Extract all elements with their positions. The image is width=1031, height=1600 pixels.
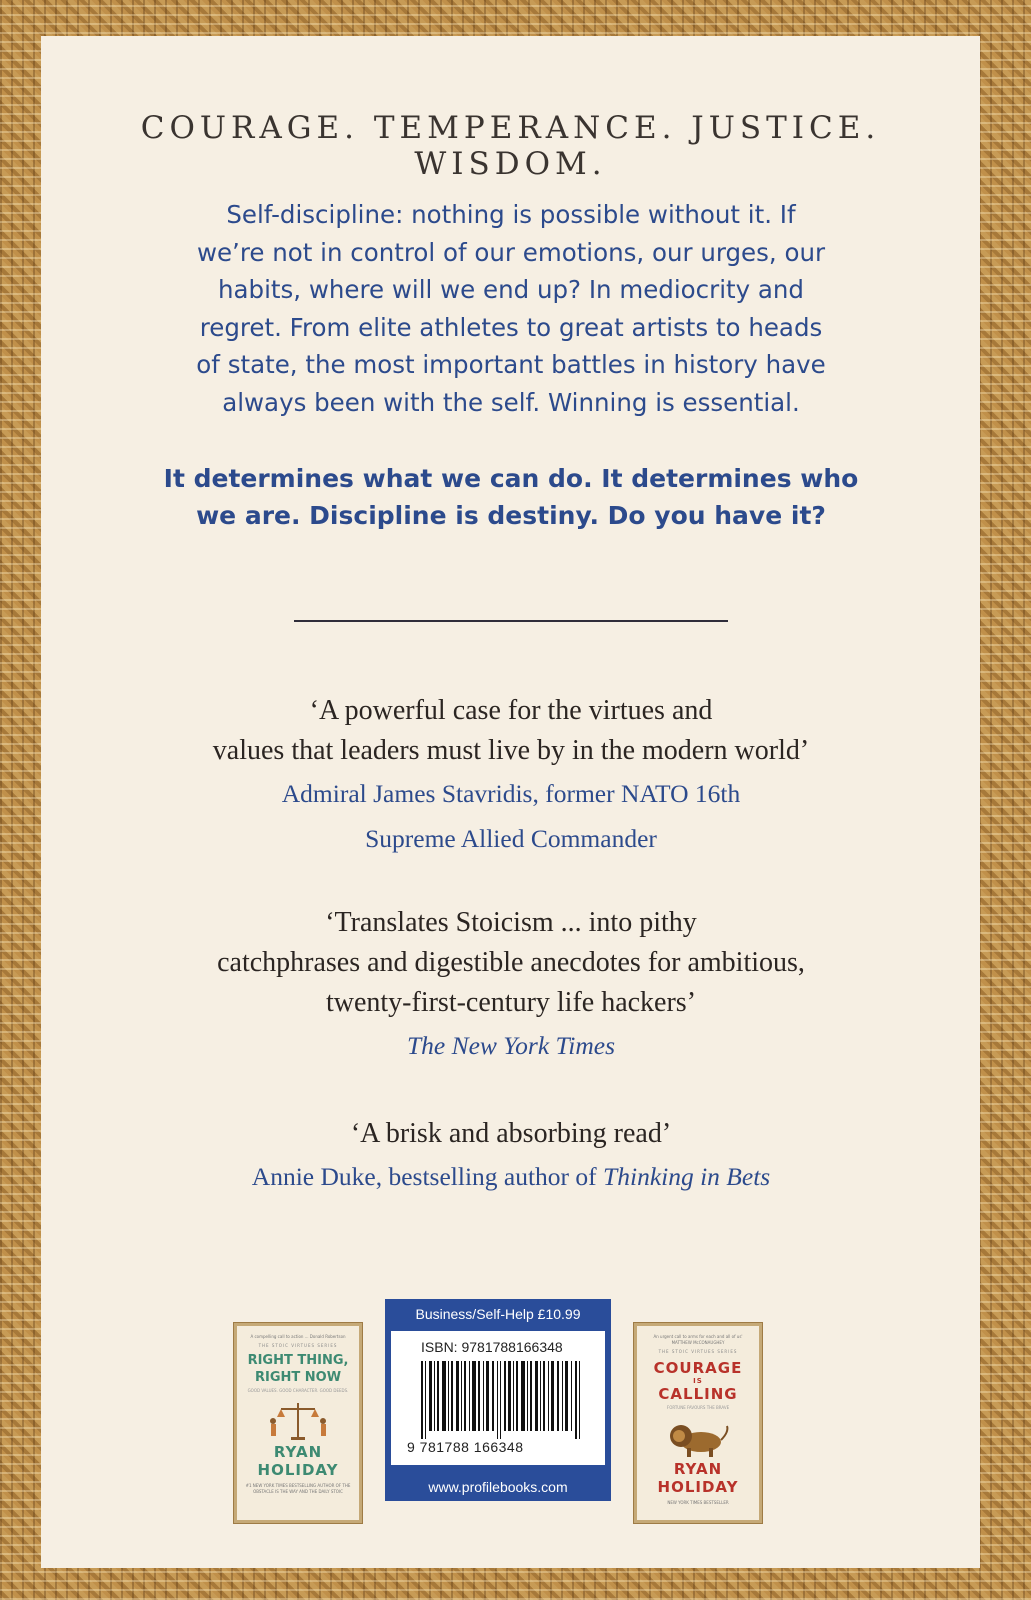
book-title-line: RIGHT THING, [247,1353,349,1368]
book-title-line: COURAGE [653,1359,743,1377]
book-cover-right-thing-right-now [234,1323,362,1523]
barcode-icon [421,1361,581,1439]
book-title [237,1352,359,1386]
book-author-line: RYAN [273,1443,323,1461]
book-series: THE STOIC VIRTUES SERIES [658,1349,738,1354]
barcode-digits: 9 781788 166348 [407,1439,524,1455]
lion-icon [663,1416,733,1460]
virtues-heading: COURAGE. TEMPERANCE. JUSTICE. WISDOM. [140,110,881,182]
blurb-line: always been with the self. Winning is essential. [222,387,800,417]
book-subtitle: GOOD VALUES. GOOD CHARACTER. GOOD DEEDS. [247,1388,349,1393]
book-author-line: HOLIDAY [257,1461,339,1479]
blurb-line: we’re not in control of our emotions, our urges, our [196,237,826,267]
book-title-line: RIGHT NOW [254,1370,342,1385]
quote-source: Admiral James Stavridis, former NATO 16th [281,779,741,808]
blurb-paragraph-1 [131,196,891,421]
blurb-line: we are. Discipline is destiny. Do you have it? [196,501,826,530]
blurb-line: It determines what we can do. It determines who [163,464,859,493]
book-author-line: RYAN [673,1460,723,1478]
back-cover-panel [41,36,980,1568]
blurb-line: Self-discipline: nothing is possible without it. If [226,200,796,229]
scales-figures-icon [263,1399,333,1443]
quote-source-italic: The New York Times [406,1031,616,1060]
blurb-paragraph-2 [131,460,891,534]
category-price: Business/Self-Help £10.99 [415,1306,581,1322]
quote-line: ‘Translates Stoicism ... into pithy [325,907,697,938]
blurb-line: of state, the most important battles in history have [196,350,826,379]
review-quote-1 [101,691,921,861]
isbn-label: ISBN: 9781788166348 [421,1339,563,1355]
book-tagline: A compelling call to action ... Donald Robertson [250,1334,346,1339]
quote-source [101,1023,921,1068]
book-title [637,1360,759,1403]
book-cover-courage-is-calling [634,1323,762,1523]
book-title-line: CALLING [658,1385,738,1403]
book-author-line: HOLIDAY [657,1478,739,1496]
review-quote-3 [101,1114,921,1199]
book-footer: NEW YORK TIMES BESTSELLER [667,1500,729,1505]
book-subtitle: FORTUNE FAVOURS THE BRAVE [666,1405,730,1410]
quote-source: Supreme Allied Commander [365,824,657,853]
book-tagline: An urgent call to arms for each and all of us' MATTHEW McCONAUGHEY [653,1334,743,1345]
quote-line: catchphrases and digestible anecdotes for ambitious, [217,947,805,978]
quote-source-prefix: Annie Duke, bestselling author of [251,1162,604,1191]
publisher-url[interactable]: www.profilebooks.com [428,1479,568,1495]
book-footer: #1 NEW YORK TIMES BESTSELLING AUTHOR OF THE OBSTACLE IS THE WAY AND THE DAILY STOIC [245,1483,351,1494]
quote-line: values that leaders must live by in the modern world’ [212,735,810,766]
book-author [637,1460,759,1496]
book-author [237,1443,359,1479]
blurb-line: regret. From elite athletes to great artists to heads [199,312,823,342]
quote-source [101,1154,921,1199]
book-title-line: IS [693,1377,703,1385]
quote-line: ‘A brisk and absorbing read’ [350,1118,672,1149]
quote-line: twenty-first-century life hackers’ [325,987,697,1018]
book-series: THE STOIC VIRTUES SERIES [258,1343,338,1348]
quote-source-italic: Thinking in Bets [603,1162,771,1191]
blurb-line: habits, where will we end up? In mediocrity and [217,275,804,304]
quote-line: ‘A powerful case for the virtues and [309,695,713,726]
review-quote-2 [101,903,921,1068]
barcode-panel [385,1299,611,1501]
barcode-area [391,1331,605,1465]
divider-rule [294,620,728,622]
